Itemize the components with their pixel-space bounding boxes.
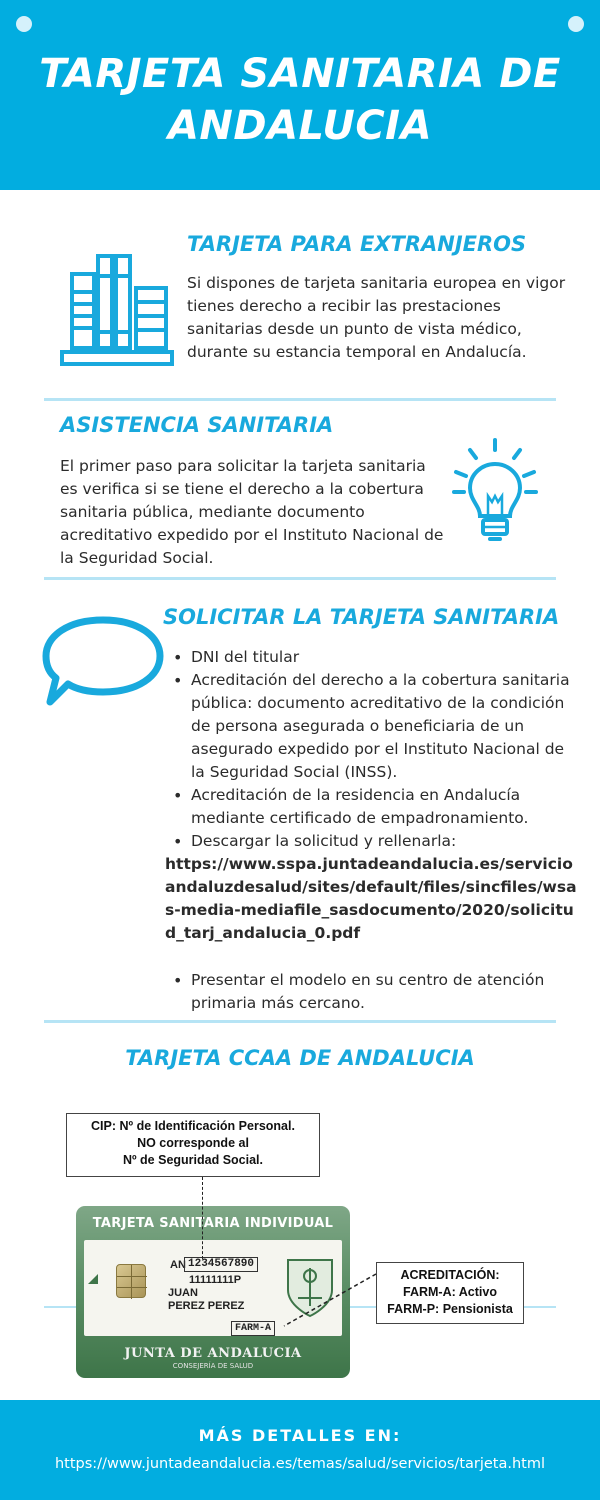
heading-extranjeros: TARJETA PARA EXTRANJEROS — [187, 232, 527, 256]
heading-asistencia: ASISTENCIA SANITARIA — [60, 413, 334, 437]
books-icon — [60, 252, 175, 370]
arrow-icon — [88, 1274, 98, 1284]
callout-cip — [66, 1113, 320, 1177]
card-prefix: AN — [170, 1259, 186, 1271]
callout-acreditacion-line1: ACREDITACIÓN: — [400, 1268, 500, 1282]
divider — [44, 1020, 556, 1023]
requirements-list-end — [165, 969, 577, 1015]
footer-url-link[interactable]: https://www.juntadeandalucia.es/temas/salud/servicios/tarjeta.html — [54, 1456, 546, 1472]
card-surname: PEREZ PEREZ — [168, 1300, 245, 1312]
card-footer-sub: CONSEJERÍA DE SALUD — [172, 1362, 254, 1370]
list-item: • Acreditación de la residencia en Andalucía mediante certificado de empadronamiento. — [165, 784, 577, 830]
header-banner — [0, 0, 600, 190]
callout-acreditacion-pointer — [280, 1270, 380, 1330]
callout-cip-line1: CIP: Nº de Identificación Personal. — [91, 1119, 295, 1133]
text-asistencia: El primer paso para solicitar la tarjeta sanitaria es verifica si se tiene el derecho a la cobertura sanitaria pública, mediante documento acreditativo expedido por el Instituto Nacional de la Seguridad Social. — [60, 457, 444, 567]
card-farm: FARM-A — [231, 1321, 275, 1336]
callout-cip-pointer — [202, 1177, 203, 1259]
card-title: TARJETA SANITARIA INDIVIDUAL — [92, 1216, 334, 1231]
callout-cip-line3: Nº de Seguridad Social. — [122, 1153, 263, 1167]
page-title: TARJETA SANITARIA DE ANDALUCIA — [39, 51, 561, 149]
callout-cip-line2: NO corresponde al — [137, 1136, 249, 1150]
heading-solicitar: SOLICITAR LA TARJETA SANITARIA — [163, 605, 560, 629]
list-item: • Acreditación del derecho a la cobertura sanitaria pública: documento acreditativo de la condición de persona asegurada o beneficiaria de un asegurado expedido por el Instituto Nacional de la Seguridad Social (INSS). — [165, 669, 577, 784]
card-cip-number: 1234567890 — [184, 1257, 258, 1272]
decor-dot-left — [16, 16, 32, 32]
list-item: • Presentar el modelo en su centro de atención primaria más cercano. — [165, 969, 577, 1015]
heading-ccaa: TARJETA CCAA DE ANDALUCIA — [125, 1046, 475, 1070]
card-footer: JUNTA DE ANDALUCIA — [124, 1346, 302, 1361]
card-number2: 11111111P — [189, 1274, 242, 1286]
requirements-list — [165, 646, 577, 853]
footer-banner — [0, 1400, 600, 1500]
solicitud-url-link[interactable]: https://www.sspa.juntadeandalucia.es/servicioandaluzdesalud/sites/default/files/sincfiles/wsas-media-mediafile_sasdocumento/2020/solicitud_tarj_andalucia_0.pdf — [165, 855, 577, 942]
callout-acreditacion-line2: FARM-A: Activo — [403, 1285, 497, 1299]
list-item: • DNI del titular — [165, 646, 577, 669]
divider — [44, 398, 556, 401]
decor-dot-right — [568, 16, 584, 32]
callout-acreditacion — [376, 1262, 524, 1324]
list-item: • Descargar la solicitud y rellenarla: — [165, 830, 577, 853]
card-name: JUAN — [168, 1287, 198, 1299]
footer-label: MÁS DETALLES EN: — [198, 1426, 402, 1445]
lightbulb-icon — [450, 436, 540, 546]
divider — [44, 577, 556, 580]
chip-icon — [116, 1264, 146, 1298]
callout-acreditacion-line3: FARM-P: Pensionista — [387, 1302, 513, 1316]
text-extranjeros: Si dispones de tarjeta sanitaria europea en vigor tienes derecho a recibir las prestaciones sanitarias desde un punto de vista médico, durante su estancia temporal en Andalucía. — [187, 274, 566, 361]
speech-bubble-icon — [38, 612, 168, 712]
